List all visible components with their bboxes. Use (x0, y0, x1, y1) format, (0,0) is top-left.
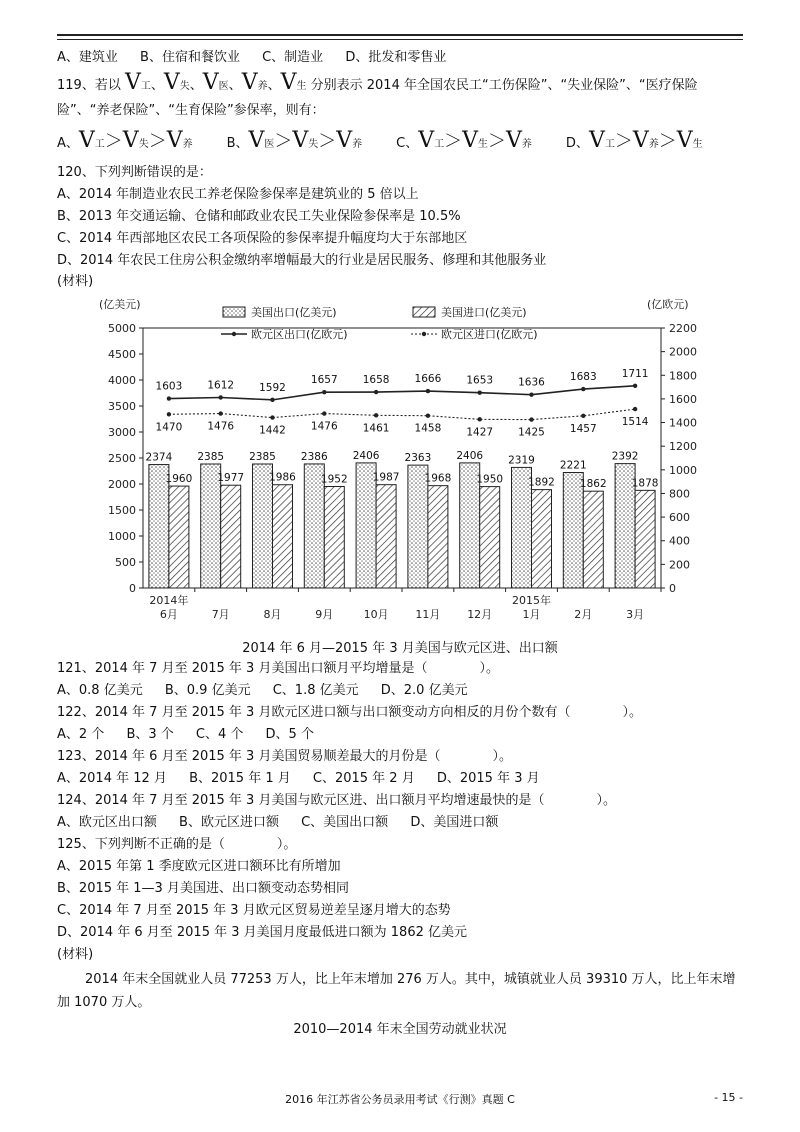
point-eurozone-export (374, 390, 378, 394)
point-eurozone-import (270, 415, 274, 419)
left-axis-tick-label: 2000 (108, 478, 136, 491)
x-axis-month-label: 12月 (467, 608, 493, 621)
right-axis-tick-label: 200 (669, 558, 690, 572)
q119-variable (202, 70, 229, 95)
label-eurozone-export: 1636 (518, 376, 545, 389)
label-eurozone-export: 1653 (466, 374, 494, 387)
q119-suffix: 分别表示 2014 年全国农民工“工伤保险”、“失业保险”、“医疗保险 (310, 78, 698, 93)
q121-option-d: D、2.0 亿美元 (380, 683, 468, 698)
header-rule-thin (57, 39, 743, 40)
x-axis-month-label: 1月 (522, 608, 541, 621)
q119-prefix: 119、若以 (57, 78, 121, 93)
point-eurozone-import (374, 413, 378, 417)
q119-term-symbol: V (78, 128, 95, 153)
bar-us-export-label: 2385 (197, 450, 225, 463)
label-eurozone-export: 1612 (207, 379, 235, 392)
q119-option (396, 126, 532, 160)
right-axis-tick-label: 1600 (669, 392, 697, 406)
bar-us-import-label: 1892 (528, 476, 555, 489)
q124-stem: 124、2014 年 7 月至 2015 年 3 月美国与欧元区进、出口额月平均增速最快的是（ ）。 (57, 793, 616, 808)
section-title: 2010—2014 年末全国劳动就业状况 (293, 1022, 507, 1037)
point-eurozone-export (633, 384, 637, 388)
q119-option-label: A、 (57, 136, 79, 151)
q123-stem: 123、2014 年 6 月至 2015 年 3 月美国贸易顺差最大的月份是（ ）。 (57, 749, 512, 764)
q122-option-d: D、5 个 (265, 727, 314, 742)
bar-us-import (324, 486, 344, 588)
bar-us-import (428, 486, 448, 588)
legend-swatch-us-import (413, 307, 435, 317)
q119-term-subscript: 生 (692, 139, 703, 150)
q119-variable-subscript: 失 (179, 81, 190, 92)
q122-option-c: C、4 个 (195, 727, 244, 742)
bar-us-export-label: 2406 (456, 449, 484, 462)
q119-variable (163, 70, 190, 95)
q119-variable-subscript: 工 (140, 81, 151, 92)
q119-term-subscript: 失 (308, 139, 319, 150)
left-axis-label: (亿美元) (99, 298, 141, 311)
q119-variable-symbol: V (163, 70, 180, 95)
q119-variable-symbol: V (124, 70, 141, 95)
bar-us-import (532, 490, 552, 588)
right-axis-label: (亿欧元) (647, 298, 689, 311)
q119-stem (57, 70, 698, 100)
q121-option-b: B、0.9 亿美元 (164, 683, 251, 698)
line-eurozone-import (169, 409, 635, 420)
q123-option-d: D、2015 年 3 月 (436, 771, 540, 786)
q121-options (57, 682, 486, 700)
q119-option-label: B、 (226, 136, 249, 151)
q119-separator: 、 (189, 78, 203, 93)
right-axis-tick-label: 0 (669, 582, 676, 595)
q119-variable (280, 70, 307, 95)
bar-us-import (169, 486, 189, 588)
x-axis-month-label: 2月 (574, 608, 593, 621)
q120-option-b: B、2013 年交通运输、仓储和邮政业农民工失业保险参保率是 10.5% (57, 209, 461, 224)
bar-us-import-label: 1968 (424, 472, 452, 485)
x-axis-month-label: 6月 (159, 608, 178, 621)
left-axis-tick-label: 0 (129, 582, 136, 595)
q124-option-c: C、美国出口额 (301, 815, 389, 830)
q124-option-b: B、欧元区进口额 (179, 815, 279, 830)
point-eurozone-export (219, 395, 223, 399)
point-eurozone-import (219, 411, 223, 415)
point-eurozone-export (270, 398, 274, 402)
right-axis-tick-label: 1000 (669, 463, 697, 477)
left-axis-tick-label: 2500 (108, 452, 136, 465)
bar-us-export-label: 2385 (249, 450, 276, 463)
q125-option-c: C、2014 年 7 月至 2015 年 3 月欧元区贸易逆差呈逐月增大的态势 (57, 903, 451, 918)
q119-greater-than: ＞ (444, 131, 463, 152)
q119-term-subscript: 工 (94, 139, 105, 150)
bar-us-import-label: 1987 (372, 471, 400, 484)
label-eurozone-import: 1476 (207, 420, 235, 433)
x-axis-month-label: 9月 (315, 608, 334, 621)
q121-option-a: A、0.8 亿美元 (57, 683, 143, 698)
q119-separator: 、 (228, 78, 242, 93)
q120-option-d: D、2014 年农民工住房公积金缴纳率增幅最大的行业是居民服务、修理和其他服务业 (57, 253, 547, 268)
q122-stem: 122、2014 年 7 月至 2015 年 3 月欧元区进口额与出口额变动方向相反的月份个数有（ ）。 (57, 705, 642, 720)
q119-term-symbol: V (122, 128, 139, 153)
q119-options (57, 126, 737, 160)
left-axis-tick-label: 500 (115, 556, 136, 569)
bar-us-import (273, 485, 293, 588)
q118-option-b: B、住宿和餐饮业 (140, 50, 240, 65)
q125-option-b: B、2015 年 1—3 月美国进、出口额变动态势相同 (57, 881, 349, 896)
point-eurozone-export (581, 387, 585, 391)
q119-term-subscript: 养 (648, 139, 659, 150)
legend-label-us-export: 美国出口(亿美元) (251, 306, 337, 319)
material-label: (材料) (57, 274, 94, 289)
q119-greater-than: ＞ (274, 131, 293, 152)
q119-option-label: D、 (565, 136, 589, 151)
q119-term-subscript: 养 (182, 139, 193, 150)
point-eurozone-import (322, 411, 326, 415)
q119-term-symbol: V (506, 128, 522, 153)
q119-term-subscript: 工 (604, 139, 615, 150)
label-eurozone-import: 1514 (621, 416, 649, 429)
q118-options (57, 49, 464, 67)
q123-options (57, 770, 558, 788)
q118-option-d: D、批发和零售业 (345, 50, 447, 65)
legend-swatch-us-export (223, 307, 245, 317)
q119-term-symbol: V (166, 128, 183, 153)
right-axis-tick-label: 1400 (669, 416, 697, 430)
label-eurozone-import: 1457 (569, 422, 597, 435)
bar-us-export-label: 2319 (508, 454, 535, 467)
q119-variable-subscript: 医 (218, 81, 229, 92)
bar-us-export-label: 2363 (404, 452, 432, 465)
footer-title: 2016 年江苏省公务员录用考试《行测》真题 C (285, 1093, 515, 1106)
q123-option-b: B、2015 年 1 月 (189, 771, 291, 786)
q119-greater-than: ＞ (318, 131, 337, 152)
q119-option-label: C、 (396, 136, 419, 151)
point-eurozone-import (426, 413, 430, 417)
right-axis-tick-label: 2200 (669, 322, 697, 335)
q119-greater-than: ＞ (104, 131, 123, 152)
q119-greater-than: ＞ (658, 131, 677, 152)
point-eurozone-import (529, 417, 533, 421)
right-axis-tick-label: 400 (669, 534, 690, 548)
point-eurozone-import (167, 412, 171, 416)
bar-us-import-label: 1862 (579, 478, 607, 491)
q119-option (227, 126, 363, 160)
trade-chart (95, 294, 705, 630)
q124-options (57, 814, 516, 832)
q118-option-c: C、制造业 (262, 50, 324, 65)
label-eurozone-import: 1476 (310, 420, 338, 433)
label-eurozone-export: 1592 (259, 381, 286, 394)
bar-us-import-label: 1986 (269, 471, 296, 484)
q119-term-symbol: V (632, 128, 649, 153)
point-eurozone-import (581, 414, 585, 418)
q119-variable (241, 70, 268, 95)
q119-term-symbol: V (336, 128, 353, 153)
q119-term-subscript: 养 (352, 139, 363, 150)
q125-option-d: D、2014 年 6 月至 2015 年 3 月美国月度最低进口额为 1862 亿美元 (57, 925, 467, 940)
label-eurozone-import: 1458 (414, 422, 442, 435)
q119-greater-than: ＞ (614, 131, 633, 152)
q119-term-symbol: V (248, 128, 265, 153)
left-axis-tick-label: 4500 (108, 348, 136, 361)
point-eurozone-import (633, 407, 637, 411)
q119-variable-symbol: V (202, 70, 219, 95)
footer-page-number: - 15 - (714, 1091, 743, 1104)
legend-marker-eurozone-export (232, 332, 236, 336)
left-axis-tick-label: 3500 (108, 400, 136, 413)
bar-us-import (221, 485, 241, 588)
point-eurozone-export (167, 396, 171, 400)
q122-options (57, 726, 332, 744)
q124-option-a: A、欧元区出口额 (57, 815, 157, 830)
bar-us-export-label: 2392 (611, 450, 639, 463)
q118-option-a: A、建筑业 (57, 50, 118, 65)
q119-greater-than: ＞ (148, 131, 167, 152)
q119-option (57, 126, 193, 160)
q125-option-a: A、2015 年第 1 季度欧元区进口额环比有所增加 (57, 859, 341, 874)
material2-label: (材料) (57, 947, 94, 962)
point-eurozone-export (478, 390, 482, 394)
label-eurozone-export: 1666 (414, 373, 442, 386)
x-axis-month-label: 8月 (263, 608, 282, 621)
q121-option-c: C、1.8 亿美元 (272, 683, 359, 698)
q119-term-symbol: V (676, 128, 693, 153)
x-axis-month-label: 7月 (211, 608, 230, 621)
label-eurozone-import: 1427 (466, 426, 494, 439)
q121-stem: 121、2014 年 7 月至 2015 年 3 月美国出口额月平均增量是（ ）。 (57, 661, 499, 676)
bar-us-import-label: 1960 (165, 473, 193, 486)
right-axis-tick-label: 1200 (669, 440, 697, 454)
q124-option-d: D、美国进口额 (410, 815, 499, 830)
bar-us-import-label: 1878 (631, 477, 659, 490)
point-eurozone-export (426, 389, 430, 393)
right-axis-tick-label: 1800 (669, 369, 697, 383)
left-axis-tick-label: 4000 (108, 374, 136, 387)
legend-label-eurozone-export: 欧元区出口(亿欧元) (251, 328, 348, 341)
left-axis-tick-label: 5000 (108, 322, 136, 335)
x-axis-month-label: 10月 (363, 608, 389, 621)
label-eurozone-import: 1470 (155, 421, 183, 434)
right-axis-tick-label: 2000 (669, 345, 697, 359)
point-eurozone-export (529, 392, 533, 396)
bar-us-import (635, 490, 655, 588)
label-eurozone-export: 1603 (155, 380, 183, 393)
q122-option-b: B、3 个 (126, 727, 174, 742)
q119-variable-subscript: 生 (296, 81, 307, 92)
q119-variable-symbol: V (280, 70, 297, 95)
q119-term-subscript: 工 (434, 139, 445, 150)
left-axis-tick-label: 1500 (108, 504, 136, 517)
label-eurozone-import: 1442 (259, 424, 286, 437)
q119-term-subscript: 生 (478, 139, 489, 150)
q119-term-symbol: V (588, 128, 605, 153)
q120-option-a: A、2014 年制造业农民工养老保险参保率是建筑业的 5 倍以上 (57, 187, 419, 202)
q119-variable-symbol: V (241, 70, 258, 95)
point-eurozone-export (322, 390, 326, 394)
bar-us-import-label: 1950 (476, 473, 504, 486)
chart-title: 2014 年 6 月—2015 年 3 月美国与欧元区进、出口额 (242, 641, 558, 656)
label-eurozone-export: 1658 (362, 374, 390, 387)
q119-variable (124, 70, 151, 95)
q125-stem: 125、下列判断不正确的是（ ）。 (57, 837, 297, 852)
q123-option-c: C、2015 年 2 月 (312, 771, 415, 786)
bar-us-export-label: 2374 (145, 451, 173, 464)
q119-variable-subscript: 养 (257, 81, 268, 92)
legend-label-eurozone-import: 欧元区进口(亿欧元) (441, 328, 538, 341)
employment-paragraph: 2014 年末全国就业人员 77253 万人，比上年末增加 276 万人。其中，城镇就业人员 39310 万人，比上年末增加 1070 万人。 (57, 972, 736, 1010)
q119-term-subscript: 失 (138, 139, 149, 150)
point-eurozone-import (478, 417, 482, 421)
x-axis-year-label: 2015年 (512, 594, 551, 607)
legend-label-us-import: 美国进口(亿美元) (441, 306, 527, 319)
q119-term-symbol: V (292, 128, 309, 153)
right-axis-tick-label: 600 (669, 511, 690, 525)
header-rule (57, 34, 743, 36)
q122-option-a: A、2 个 (57, 727, 105, 742)
q119-option (566, 126, 703, 160)
q119-separator: 、 (267, 78, 281, 93)
line-eurozone-export (169, 386, 635, 400)
bar-us-export-label: 2386 (300, 450, 328, 463)
bar-us-export-label: 2221 (559, 459, 587, 472)
left-axis-tick-label: 3000 (108, 426, 136, 439)
bar-us-import (376, 485, 396, 588)
q119-variables (124, 70, 307, 95)
q119-term-symbol: V (462, 128, 479, 153)
x-axis-year-label: 2014年 (149, 594, 189, 607)
label-eurozone-export: 1711 (621, 367, 649, 380)
q123-option-a: A、2014 年 12 月 (57, 771, 167, 786)
q120-stem: 120、下列判断错误的是： (57, 165, 212, 180)
q119-term-subscript: 医 (264, 139, 275, 150)
label-eurozone-import: 1425 (518, 426, 545, 439)
bar-us-import (583, 491, 603, 588)
q120-option-c: C、2014 年西部地区农民工各项保险的参保率提升幅度均大于东部地区 (57, 231, 468, 246)
legend-marker-eurozone-import (422, 332, 426, 336)
q119-stem-line2: 险”、“养老保险”、“生育保险”参保率，则有： (57, 103, 325, 118)
bar-us-import-label: 1977 (217, 472, 245, 485)
label-eurozone-export: 1683 (569, 371, 597, 384)
q119-term-subscript: 养 (521, 139, 532, 150)
q119-separator: 、 (150, 78, 164, 93)
bar-us-import (480, 487, 500, 588)
x-axis-month-label: 3月 (626, 608, 645, 621)
left-axis-tick-label: 1000 (108, 530, 136, 543)
bar-us-export-label: 2406 (352, 449, 380, 462)
x-axis-month-label: 11月 (415, 608, 441, 621)
bar-us-import-label: 1952 (320, 473, 348, 486)
label-eurozone-export: 1657 (310, 374, 338, 387)
label-eurozone-import: 1461 (362, 422, 390, 435)
q119-greater-than: ＞ (488, 131, 507, 152)
q119-term-symbol: V (418, 128, 435, 153)
right-axis-tick-label: 800 (669, 487, 690, 501)
